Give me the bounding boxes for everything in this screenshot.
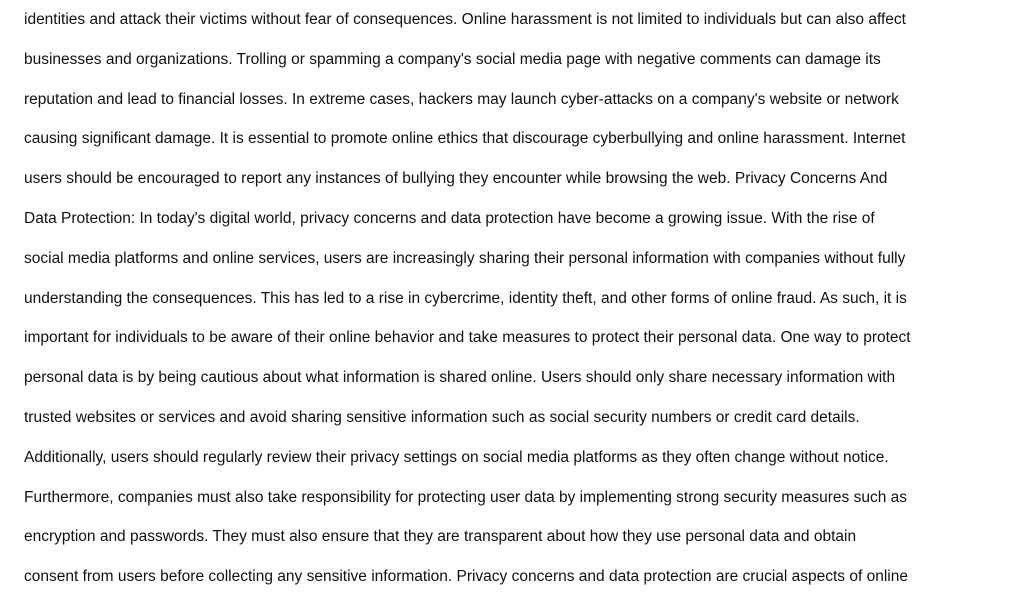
text-line: understanding the consequences. This has led to a rise in cybercrime, identity theft, and other forms of online fraud. As such, it is: [24, 289, 907, 307]
text-line: trusted websites or services and avoid sharing sensitive information such as social security numbers or credit card details.: [24, 408, 860, 426]
text-line: personal data is by being cautious about what information is shared online. Users should only share necessary information with: [24, 369, 896, 387]
text-line: businesses and organizations. Trolling or spamming a company's social media page with negative comments can damage its: [24, 50, 881, 68]
text-line: Data Protection: In today's digital world, privacy concerns and data protection have become a growing issue. With the rise of: [24, 209, 875, 227]
text-line: encryption and passwords. They must also ensure that they are transparent about how they use personal data and obtain: [24, 528, 857, 546]
text-line: causing significant damage. It is essential to promote online ethics that discourage cyberbullying and online harassment. Internet: [24, 130, 906, 148]
text-line: reputation and lead to financial losses. In extreme cases, hackers may launch cyber-attacks on a company's website or network: [24, 90, 899, 108]
text-line: identities and attack their victims without fear of consequences. Online harassment is not limited to individuals but can also affect: [24, 11, 906, 28]
text-line: users should be encouraged to report any instances of bullying they encounter while browsing the web. Privacy Concerns And: [24, 170, 888, 188]
text-line: consent from users before collecting any sensitive information. Privacy concerns and data protection are crucial aspects of online: [24, 568, 908, 586]
text-line: Additionally, users should regularly review their privacy settings on social media platforms as they often change without notice.: [24, 448, 889, 466]
text-line: important for individuals to be aware of their online behavior and take measures to protect their personal data. One way to protect: [24, 329, 911, 347]
article-text: [24, 0, 1004, 597]
text-line: social media platforms and online services, users are increasingly sharing their personal information with companies without fully: [24, 249, 906, 267]
text-line: Furthermore, companies must also take responsibility for protecting user data by implementing strong security measures such as: [24, 488, 908, 506]
